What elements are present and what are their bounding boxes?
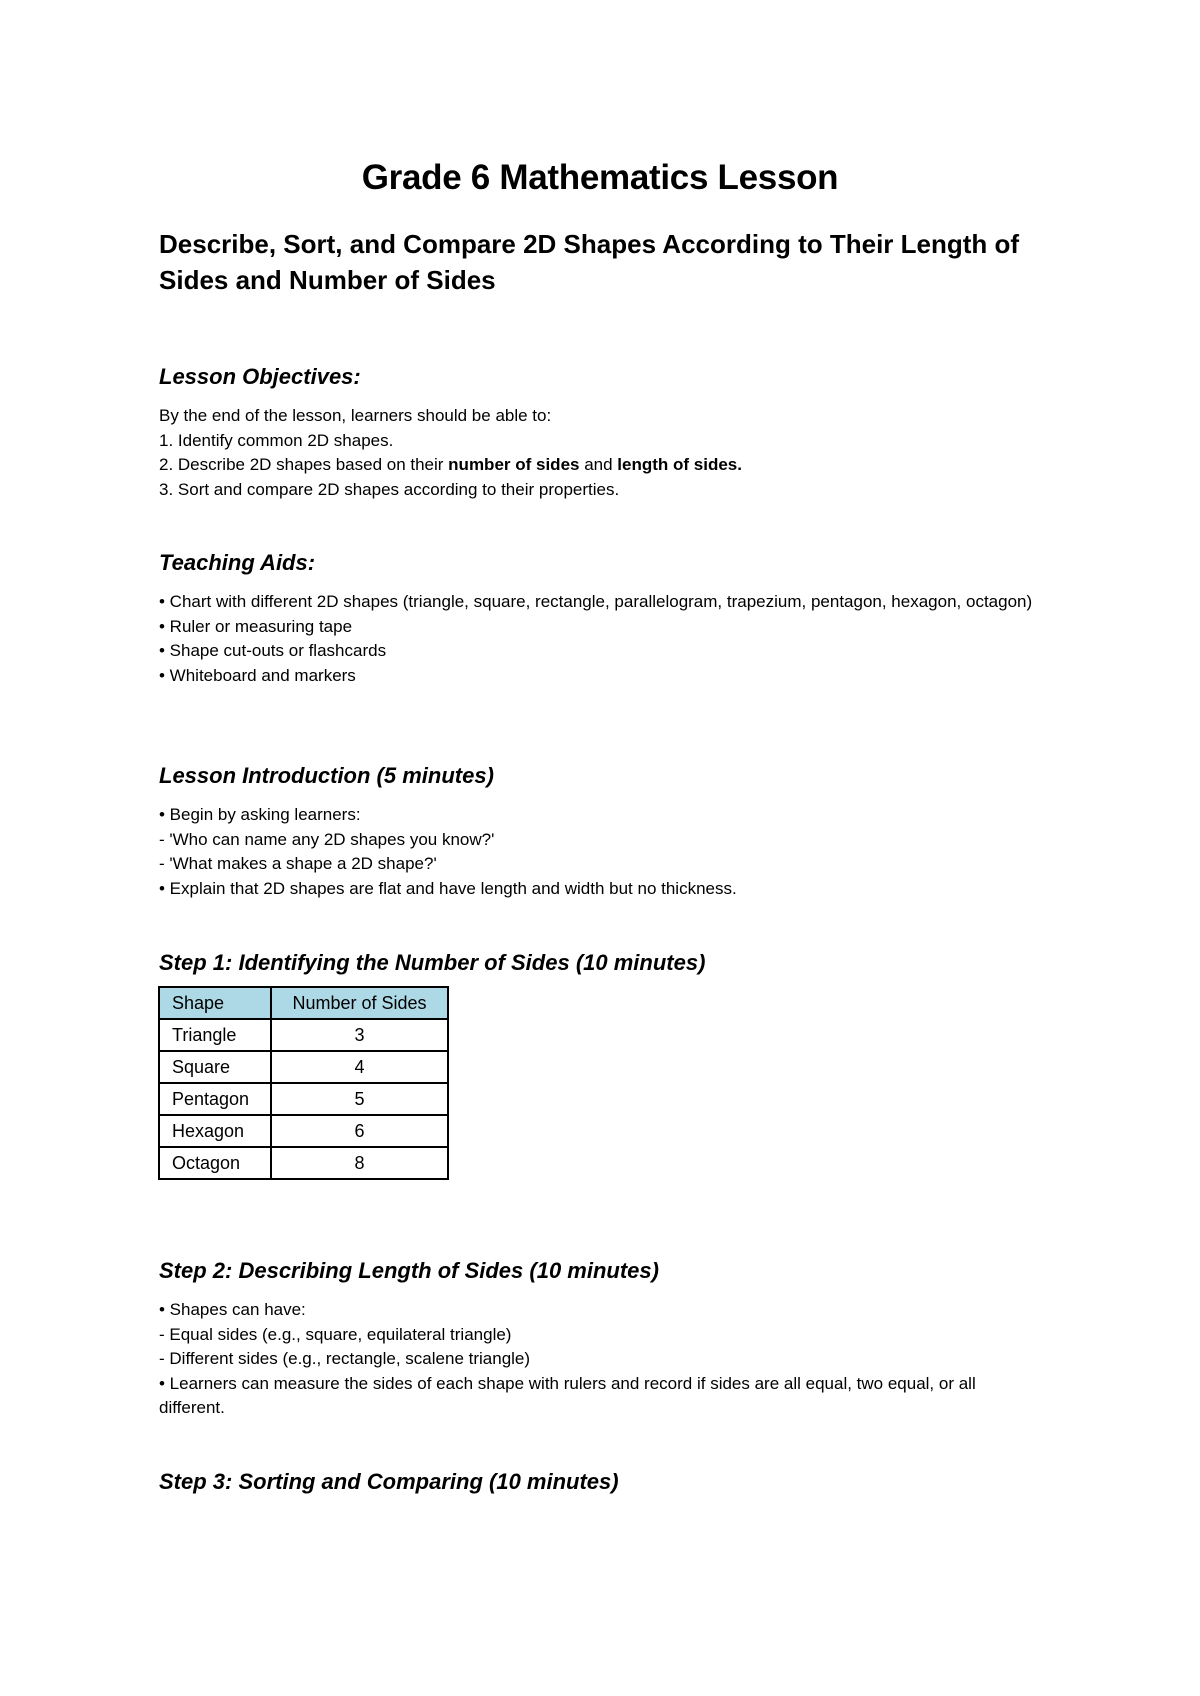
table-header-cell: Shape [159, 987, 271, 1019]
list-item: • Chart with different 2D shapes (triangle, square, rectangle, parallelogram, trapezium, pentagon, hexagon, octagon) [159, 592, 1033, 611]
table-header-cell: Number of Sides [271, 987, 448, 1019]
step2-heading: Step 2: Describing Length of Sides (10 minutes) [159, 1258, 659, 1283]
objectives-body [159, 404, 1039, 502]
list-item: - 'Who can name any 2D shapes you know?' [159, 829, 495, 849]
lesson-subtitle: Describe, Sort, and Compare 2D Shapes According to Their Length of Sides and Number of Sides [159, 229, 1020, 295]
list-item: - 'What makes a shape a 2D shape?' [159, 854, 437, 873]
page-title: Grade 6 Mathematics Lesson [361, 158, 839, 197]
table-cell-sides: 8 [271, 1147, 448, 1179]
table-cell-shape: Octagon [159, 1147, 271, 1179]
objective-text: and [579, 455, 618, 474]
objectives-intro: By the end of the lesson, learners should be able to: [159, 406, 552, 425]
list-item: • Explain that 2D shapes are flat and have length and width but no thickness. [159, 878, 737, 898]
table-cell-shape: Square [159, 1051, 271, 1083]
table-row [159, 1083, 448, 1115]
objective-item: 3. Sort and compare 2D shapes according to their properties. [159, 479, 620, 499]
list-item: • Ruler or measuring tape [159, 616, 353, 636]
table-cell-sides: 4 [271, 1051, 448, 1083]
table-cell-sides: 3 [271, 1019, 448, 1051]
teaching-aids-list [159, 590, 1039, 688]
list-item: • Whiteboard and markers [159, 665, 356, 685]
list-item: • Shapes can have: [159, 1300, 306, 1319]
introduction-list [159, 803, 1039, 901]
table-row [159, 1147, 448, 1179]
table-row [159, 1115, 448, 1147]
table-cell-sides: 5 [271, 1083, 448, 1115]
table-cell-shape: Triangle [159, 1019, 271, 1051]
introduction-heading: Lesson Introduction (5 minutes) [159, 763, 494, 788]
objective-emphasis: number of sides [448, 455, 580, 474]
table-cell-shape: Hexagon [159, 1115, 271, 1147]
step3-heading: Step 3: Sorting and Comparing (10 minutes) [159, 1469, 619, 1494]
list-item: • Learners can measure the sides of each shape with rulers and record if sides are all equal, two equal, or all different. [159, 1373, 976, 1417]
table-row [159, 1051, 448, 1083]
objective-text: 2. Describe 2D shapes based on their [159, 455, 449, 474]
sides-table [158, 986, 449, 1180]
table-cell-shape: Pentagon [159, 1083, 271, 1115]
list-item: • Shape cut-outs or flashcards [159, 641, 387, 660]
list-item: - Equal sides (e.g., square, equilateral triangle) [159, 1324, 512, 1344]
list-item: • Begin by asking learners: [159, 805, 361, 824]
teaching-aids-heading: Teaching Aids: [159, 550, 316, 575]
objective-emphasis: length of sides [617, 455, 738, 474]
table-row [159, 1019, 448, 1051]
table-cell-sides: 6 [271, 1115, 448, 1147]
objective-text: . [737, 455, 742, 474]
step1-heading: Step 1: Identifying the Number of Sides (10 minutes) [159, 950, 706, 975]
objectives-heading: Lesson Objectives: [159, 364, 361, 389]
objective-item [159, 453, 1039, 478]
table-header-row [159, 987, 448, 1019]
objective-item: 1. Identify common 2D shapes. [159, 430, 394, 450]
step2-list [159, 1298, 1039, 1421]
list-item: - Different sides (e.g., rectangle, scalene triangle) [159, 1349, 531, 1368]
